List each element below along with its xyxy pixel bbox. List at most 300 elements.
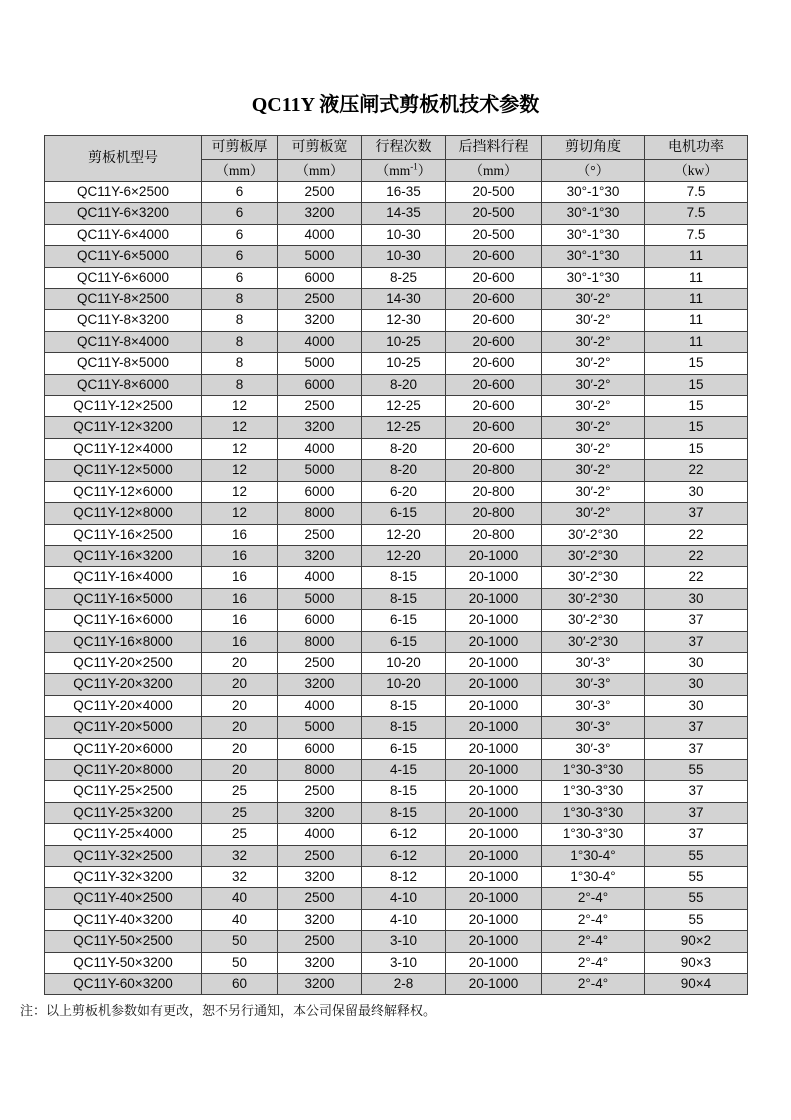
angle-cell: 1°30-4° (542, 845, 645, 866)
power-cell: 55 (645, 867, 748, 888)
thickness-cell: 25 (202, 802, 278, 823)
thickness-cell: 25 (202, 824, 278, 845)
strokes-cell: 10-25 (362, 331, 446, 352)
angle-cell: 30′-2° (542, 503, 645, 524)
power-cell: 30 (645, 695, 748, 716)
power-cell: 7.5 (645, 182, 748, 203)
width-cell: 3200 (278, 802, 362, 823)
table-row (45, 781, 748, 802)
angle-cell: 1°30-3°30 (542, 802, 645, 823)
thickness-cell: 6 (202, 224, 278, 245)
table-row (45, 867, 748, 888)
angle-cell: 2°-4° (542, 974, 645, 995)
width-cell: 6000 (278, 374, 362, 395)
model-cell: QC11Y-25×3200 (45, 802, 202, 823)
thickness-cell: 20 (202, 695, 278, 716)
model-cell: QC11Y-16×6000 (45, 610, 202, 631)
width-cell: 5000 (278, 717, 362, 738)
backgauge-cell: 20-800 (446, 503, 542, 524)
strokes-cell: 12-25 (362, 417, 446, 438)
power-cell: 37 (645, 610, 748, 631)
column-header-angle: 剪切角度 (542, 136, 645, 160)
strokes-cell: 6-12 (362, 824, 446, 845)
power-cell: 11 (645, 331, 748, 352)
model-cell: QC11Y-16×2500 (45, 524, 202, 545)
strokes-cell: 6-12 (362, 845, 446, 866)
backgauge-cell: 20-1000 (446, 802, 542, 823)
angle-cell: 30′-2°30 (542, 610, 645, 631)
backgauge-cell: 20-1000 (446, 588, 542, 609)
width-cell: 6000 (278, 481, 362, 502)
angle-cell: 30°-1°30 (542, 203, 645, 224)
strokes-cell: 8-20 (362, 438, 446, 459)
thickness-cell: 32 (202, 867, 278, 888)
angle-cell: 30°-1°30 (542, 182, 645, 203)
backgauge-cell: 20-600 (446, 331, 542, 352)
width-cell: 3200 (278, 310, 362, 331)
table-row (45, 567, 748, 588)
thickness-cell: 50 (202, 931, 278, 952)
strokes-cell: 4-10 (362, 888, 446, 909)
backgauge-cell: 20-1000 (446, 695, 542, 716)
width-cell: 8000 (278, 631, 362, 652)
backgauge-cell: 20-600 (446, 246, 542, 267)
power-cell: 22 (645, 524, 748, 545)
model-cell: QC11Y-12×8000 (45, 503, 202, 524)
width-cell: 2500 (278, 931, 362, 952)
model-cell: QC11Y-20×6000 (45, 738, 202, 759)
backgauge-cell: 20-1000 (446, 567, 542, 588)
thickness-cell: 40 (202, 909, 278, 930)
strokes-cell: 2-8 (362, 974, 446, 995)
model-cell: QC11Y-6×3200 (45, 203, 202, 224)
thickness-cell: 12 (202, 481, 278, 502)
backgauge-cell: 20-500 (446, 182, 542, 203)
table-row (45, 331, 748, 352)
backgauge-cell: 20-800 (446, 481, 542, 502)
power-cell: 11 (645, 267, 748, 288)
angle-cell: 30′-2° (542, 331, 645, 352)
model-cell: QC11Y-8×6000 (45, 374, 202, 395)
backgauge-cell: 20-600 (446, 353, 542, 374)
strokes-cell: 6-15 (362, 503, 446, 524)
angle-cell: 30′-2°30 (542, 545, 645, 566)
strokes-cell: 12-30 (362, 310, 446, 331)
angle-cell: 1°30-4° (542, 867, 645, 888)
model-cell: QC11Y-8×4000 (45, 331, 202, 352)
table-row (45, 417, 748, 438)
thickness-cell: 8 (202, 289, 278, 310)
angle-cell: 30°-1°30 (542, 224, 645, 245)
strokes-cell: 10-30 (362, 246, 446, 267)
power-cell: 7.5 (645, 203, 748, 224)
angle-cell: 30′-2° (542, 417, 645, 438)
table-row (45, 952, 748, 973)
width-cell: 2500 (278, 652, 362, 673)
power-cell: 15 (645, 417, 748, 438)
power-cell: 30 (645, 674, 748, 695)
power-cell: 37 (645, 717, 748, 738)
table-row (45, 503, 748, 524)
width-cell: 3200 (278, 952, 362, 973)
angle-cell: 2°-4° (542, 931, 645, 952)
backgauge-cell: 20-600 (446, 417, 542, 438)
thickness-cell: 12 (202, 417, 278, 438)
model-cell: QC11Y-40×2500 (45, 888, 202, 909)
table-row (45, 353, 748, 374)
thickness-cell: 6 (202, 182, 278, 203)
strokes-cell: 6-20 (362, 481, 446, 502)
thickness-cell: 50 (202, 952, 278, 973)
thickness-cell: 16 (202, 631, 278, 652)
angle-cell: 1°30-3°30 (542, 759, 645, 780)
model-cell: QC11Y-8×3200 (45, 310, 202, 331)
backgauge-cell: 20-1000 (446, 759, 542, 780)
strokes-cell: 10-20 (362, 652, 446, 673)
table-row (45, 738, 748, 759)
thickness-cell: 12 (202, 503, 278, 524)
power-cell: 55 (645, 909, 748, 930)
table-row (45, 524, 748, 545)
model-cell: QC11Y-40×3200 (45, 909, 202, 930)
model-cell: QC11Y-6×4000 (45, 224, 202, 245)
table-row (45, 974, 748, 995)
unit-width: （mm） (278, 160, 362, 182)
table-row (45, 845, 748, 866)
angle-cell: 2°-4° (542, 888, 645, 909)
power-cell: 90×2 (645, 931, 748, 952)
power-cell: 37 (645, 631, 748, 652)
thickness-cell: 12 (202, 460, 278, 481)
width-cell: 6000 (278, 610, 362, 631)
strokes-cell: 8-15 (362, 567, 446, 588)
strokes-cell: 14-35 (362, 203, 446, 224)
power-cell: 11 (645, 310, 748, 331)
thickness-cell: 20 (202, 759, 278, 780)
model-cell: QC11Y-12×2500 (45, 396, 202, 417)
unit-strokes: $(mm^{-1})$ (362, 160, 446, 182)
column-header-width: 可剪板宽 (278, 136, 362, 160)
thickness-cell: 20 (202, 717, 278, 738)
backgauge-cell: 20-1000 (446, 738, 542, 759)
thickness-cell: 6 (202, 246, 278, 267)
width-cell: 8000 (278, 503, 362, 524)
table-row (45, 802, 748, 823)
power-cell: 55 (645, 888, 748, 909)
backgauge-cell: 20-500 (446, 203, 542, 224)
width-cell: 4000 (278, 824, 362, 845)
model-cell: QC11Y-20×3200 (45, 674, 202, 695)
thickness-cell: 40 (202, 888, 278, 909)
table-row (45, 224, 748, 245)
strokes-cell: 8-15 (362, 717, 446, 738)
unit-backgauge: （mm） (446, 160, 542, 182)
strokes-cell: 8-15 (362, 802, 446, 823)
strokes-cell: 10-20 (362, 674, 446, 695)
model-cell: QC11Y-20×4000 (45, 695, 202, 716)
power-cell: 7.5 (645, 224, 748, 245)
backgauge-cell: 20-1000 (446, 717, 542, 738)
angle-cell: 30′-3° (542, 652, 645, 673)
angle-cell: 30′-2° (542, 353, 645, 374)
model-cell: QC11Y-12×3200 (45, 417, 202, 438)
strokes-cell: 8-15 (362, 695, 446, 716)
width-cell: 4000 (278, 695, 362, 716)
power-cell: 11 (645, 246, 748, 267)
header-row-labels (45, 136, 748, 160)
backgauge-cell: 20-1000 (446, 652, 542, 673)
unit-angle: （°） (542, 160, 645, 182)
width-cell: 3200 (278, 909, 362, 930)
table-row (45, 203, 748, 224)
power-cell: 22 (645, 460, 748, 481)
table-row (45, 374, 748, 395)
width-cell: 5000 (278, 460, 362, 481)
backgauge-cell: 20-1000 (446, 824, 542, 845)
thickness-cell: 25 (202, 781, 278, 802)
power-cell: 15 (645, 396, 748, 417)
model-cell: QC11Y-20×8000 (45, 759, 202, 780)
backgauge-cell: 20-1000 (446, 974, 542, 995)
model-cell: QC11Y-60×3200 (45, 974, 202, 995)
power-cell: 30 (645, 652, 748, 673)
thickness-cell: 8 (202, 374, 278, 395)
model-cell: QC11Y-20×2500 (45, 652, 202, 673)
strokes-cell: 8-20 (362, 374, 446, 395)
model-cell: QC11Y-8×2500 (45, 289, 202, 310)
power-cell: 11 (645, 289, 748, 310)
thickness-cell: 8 (202, 310, 278, 331)
power-cell: 15 (645, 438, 748, 459)
angle-cell: 30′-2° (542, 396, 645, 417)
angle-cell: 30′-3° (542, 695, 645, 716)
power-cell: 37 (645, 503, 748, 524)
backgauge-cell: 20-1000 (446, 545, 542, 566)
backgauge-cell: 20-1000 (446, 952, 542, 973)
strokes-cell: 12-20 (362, 524, 446, 545)
thickness-cell: 32 (202, 845, 278, 866)
width-cell: 4000 (278, 567, 362, 588)
thickness-cell: 6 (202, 267, 278, 288)
power-cell: 30 (645, 481, 748, 502)
model-cell: QC11Y-12×4000 (45, 438, 202, 459)
power-cell: 30 (645, 588, 748, 609)
backgauge-cell: 20-1000 (446, 867, 542, 888)
strokes-cell: 4-10 (362, 909, 446, 930)
column-header-model: 剪板机型号 (45, 136, 202, 182)
backgauge-cell: 20-800 (446, 460, 542, 481)
table-row (45, 246, 748, 267)
angle-cell: 30′-2° (542, 438, 645, 459)
table-row (45, 759, 748, 780)
strokes-cell: 8-25 (362, 267, 446, 288)
width-cell: 3200 (278, 867, 362, 888)
width-cell: 2500 (278, 781, 362, 802)
width-cell: 5000 (278, 353, 362, 374)
strokes-cell: 6-15 (362, 610, 446, 631)
thickness-cell: 12 (202, 438, 278, 459)
table-row (45, 909, 748, 930)
width-cell: 3200 (278, 545, 362, 566)
thickness-cell: 8 (202, 353, 278, 374)
column-header-thickness: 可剪板厚 (202, 136, 278, 160)
unit-thickness: （mm） (202, 160, 278, 182)
angle-cell: 30°-1°30 (542, 246, 645, 267)
backgauge-cell: 20-1000 (446, 909, 542, 930)
page-title: QC11Y 液压闸式剪板机技术参数 (251, 94, 540, 116)
strokes-cell: 3-10 (362, 952, 446, 973)
model-cell: QC11Y-32×3200 (45, 867, 202, 888)
model-cell: QC11Y-6×5000 (45, 246, 202, 267)
column-header-strokes: 行程次数 (362, 136, 446, 160)
angle-cell: 30′-3° (542, 717, 645, 738)
angle-cell: 2°-4° (542, 909, 645, 930)
width-cell: 2500 (278, 888, 362, 909)
strokes-cell: 10-30 (362, 224, 446, 245)
table-row (45, 396, 748, 417)
strokes-cell: 14-30 (362, 289, 446, 310)
angle-cell: 30′-2° (542, 289, 645, 310)
table-row (45, 931, 748, 952)
angle-cell: 1°30-3°30 (542, 824, 645, 845)
model-cell: QC11Y-8×5000 (45, 353, 202, 374)
power-cell: 55 (645, 759, 748, 780)
strokes-cell: 6-15 (362, 631, 446, 652)
power-cell: 37 (645, 824, 748, 845)
unit-power: （kw） (645, 160, 748, 182)
backgauge-cell: 20-1000 (446, 845, 542, 866)
model-cell: QC11Y-20×5000 (45, 717, 202, 738)
model-cell: QC11Y-16×4000 (45, 567, 202, 588)
power-cell: 37 (645, 802, 748, 823)
model-cell: QC11Y-12×6000 (45, 481, 202, 502)
strokes-cell: 8-20 (362, 460, 446, 481)
footnote: 注：以上剪板机参数如有更改，恕不另行通知，本公司保留最终解释权。 (20, 1003, 437, 1019)
model-cell: QC11Y-16×8000 (45, 631, 202, 652)
width-cell: 2500 (278, 845, 362, 866)
strokes-cell: 16-35 (362, 182, 446, 203)
spec-table-header (45, 136, 748, 182)
width-cell: 4000 (278, 331, 362, 352)
table-row (45, 289, 748, 310)
table-row (45, 267, 748, 288)
width-cell: 2500 (278, 396, 362, 417)
width-cell: 6000 (278, 267, 362, 288)
power-cell: 90×3 (645, 952, 748, 973)
table-row (45, 888, 748, 909)
backgauge-cell: 20-1000 (446, 631, 542, 652)
thickness-cell: 16 (202, 610, 278, 631)
table-row (45, 460, 748, 481)
backgauge-cell: 20-600 (446, 438, 542, 459)
table-row (45, 674, 748, 695)
model-cell: QC11Y-6×2500 (45, 182, 202, 203)
angle-cell: 30′-2° (542, 374, 645, 395)
thickness-cell: 6 (202, 203, 278, 224)
angle-cell: 30°-1°30 (542, 267, 645, 288)
angle-cell: 30′-2°30 (542, 588, 645, 609)
table-row (45, 610, 748, 631)
width-cell: 2500 (278, 289, 362, 310)
angle-cell: 1°30-3°30 (542, 781, 645, 802)
thickness-cell: 16 (202, 567, 278, 588)
width-cell: 3200 (278, 974, 362, 995)
angle-cell: 30′-2° (542, 460, 645, 481)
angle-cell: 30′-3° (542, 674, 645, 695)
backgauge-cell: 20-800 (446, 524, 542, 545)
table-row (45, 182, 748, 203)
angle-cell: 30′-2° (542, 310, 645, 331)
angle-cell: 30′-2° (542, 481, 645, 502)
model-cell: QC11Y-32×2500 (45, 845, 202, 866)
power-cell: 37 (645, 781, 748, 802)
backgauge-cell: 20-600 (446, 289, 542, 310)
table-row (45, 652, 748, 673)
table-row (45, 631, 748, 652)
backgauge-cell: 20-500 (446, 224, 542, 245)
strokes-cell: 6-15 (362, 738, 446, 759)
strokes-cell: 8-15 (362, 781, 446, 802)
thickness-cell: 8 (202, 331, 278, 352)
width-cell: 3200 (278, 674, 362, 695)
backgauge-cell: 20-1000 (446, 610, 542, 631)
model-cell: QC11Y-50×2500 (45, 931, 202, 952)
power-cell: 90×4 (645, 974, 748, 995)
backgauge-cell: 20-600 (446, 374, 542, 395)
table-row (45, 481, 748, 502)
power-cell: 15 (645, 353, 748, 374)
model-cell: QC11Y-50×3200 (45, 952, 202, 973)
width-cell: 4000 (278, 438, 362, 459)
width-cell: 3200 (278, 417, 362, 438)
backgauge-cell: 20-1000 (446, 674, 542, 695)
angle-cell: 30′-2°30 (542, 631, 645, 652)
model-cell: QC11Y-25×2500 (45, 781, 202, 802)
table-row (45, 824, 748, 845)
table-row (45, 717, 748, 738)
model-cell: QC11Y-12×5000 (45, 460, 202, 481)
width-cell: 4000 (278, 224, 362, 245)
strokes-cell: 8-15 (362, 588, 446, 609)
column-header-backgauge: 后挡料行程 (446, 136, 542, 160)
width-cell: 8000 (278, 759, 362, 780)
thickness-cell: 20 (202, 674, 278, 695)
backgauge-cell: 20-600 (446, 267, 542, 288)
width-cell: 5000 (278, 588, 362, 609)
spec-table-body (45, 182, 748, 995)
width-cell: 3200 (278, 203, 362, 224)
table-row (45, 310, 748, 331)
width-cell: 5000 (278, 246, 362, 267)
strokes-cell: 4-15 (362, 759, 446, 780)
angle-cell: 30′-3° (542, 738, 645, 759)
power-cell: 15 (645, 374, 748, 395)
model-cell: QC11Y-16×5000 (45, 588, 202, 609)
width-cell: 6000 (278, 738, 362, 759)
backgauge-cell: 20-1000 (446, 781, 542, 802)
backgauge-cell: 20-600 (446, 310, 542, 331)
strokes-cell: 10-25 (362, 353, 446, 374)
width-cell: 2500 (278, 182, 362, 203)
spec-table (44, 135, 748, 995)
column-header-power: 电机功率 (645, 136, 748, 160)
strokes-cell: 8-12 (362, 867, 446, 888)
table-row (45, 545, 748, 566)
thickness-cell: 16 (202, 524, 278, 545)
model-cell: QC11Y-16×3200 (45, 545, 202, 566)
table-row (45, 695, 748, 716)
model-cell: QC11Y-6×6000 (45, 267, 202, 288)
